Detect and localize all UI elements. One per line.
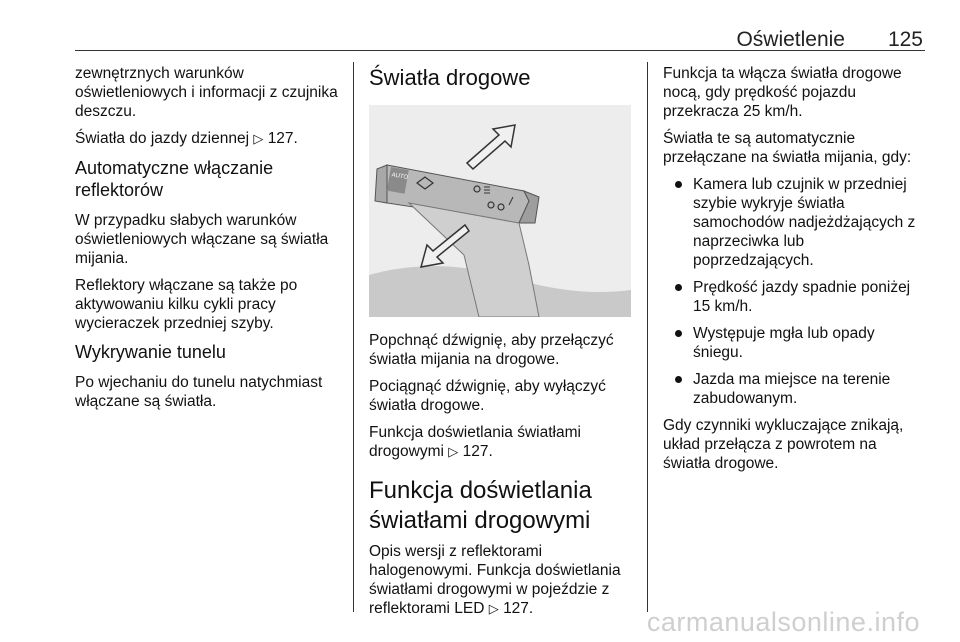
- column-3: [663, 64, 925, 481]
- drl-page-link[interactable]: 127.: [267, 130, 298, 147]
- page-ref-icon: ▷: [253, 132, 264, 147]
- switch-conditions-paragraph: Światła te są automatycznie przełączane na światła mijania, gdy:: [663, 130, 912, 166]
- drl-text: Światła do jazdy dziennej: [75, 130, 250, 147]
- push-lever-paragraph: Popchnąć dźwignię, aby przełączyć światła mijania na drogowe.: [369, 332, 614, 368]
- watermark: carmanualsonline.info: [646, 607, 920, 637]
- page-ref-icon: ▷: [488, 602, 499, 617]
- list-item: Jazda ma miejsce na terenie zabudowanym.: [663, 370, 925, 408]
- auto-headlights-heading: Automatyczne włączanie reflektorów: [75, 158, 274, 200]
- high-beam-heading: Światła drogowe: [369, 65, 531, 90]
- auto-paragraph-2: Reflektory włączane są także po aktywowaniu kilku cykli pracy wycieraczek przedniej szyby.: [75, 277, 298, 332]
- halogen-text: Opis wersji z reflektorami halogenowymi. Funkcja doświetlania światłami drogowymi w pojeździe z reflektorami LED: [369, 543, 621, 617]
- flash-page-link[interactable]: 127.: [462, 443, 493, 460]
- flash-reference-paragraph: [369, 423, 633, 462]
- tunnel-paragraph: Po wjechaniu do tunelu natychmiast włączane są światła.: [75, 374, 323, 410]
- list-item: Kamera lub czujnik w przedniej szybie wykryje światła samochodów nadjeżdżających z naprzeciwka lub poprzedzających.: [663, 175, 925, 270]
- conditions-list: [663, 175, 925, 408]
- page-ref-icon: ▷: [448, 445, 459, 460]
- lever-drawing-icon: [369, 105, 631, 317]
- intro-paragraph: zewnętrznych warunków oświetleniowych i informacji z czujnika deszczu.: [75, 65, 338, 120]
- list-item: Występuje mgła lub opady śniegu.: [663, 324, 925, 362]
- function-paragraph: Funkcja ta włącza światła drogowe nocą, gdy prędkość pojazdu przekracza 25 km/h.: [663, 65, 902, 120]
- restore-paragraph: Gdy czynniki wykluczające znikają, układ przełącza z powrotem na światła drogowe.: [663, 417, 904, 472]
- led-page-link[interactable]: 127.: [503, 600, 534, 617]
- column-1: [75, 64, 347, 419]
- svg-text:AUTO: AUTO: [391, 172, 409, 182]
- list-item: Prędkość jazdy spadnie poniżej 15 km/h.: [663, 278, 925, 316]
- page-number: 125: [887, 28, 923, 51]
- column-divider-1: [353, 62, 354, 612]
- flash-text: Funkcja doświetlania światłami drogowymi: [369, 424, 581, 460]
- header-rule: [75, 50, 925, 51]
- section-title: Oświetlenie: [736, 28, 845, 51]
- flash-section-heading: Funkcja doświetlania światłami drogowymi: [369, 477, 592, 534]
- pull-lever-paragraph: Pociągnąć dźwignię, aby wyłączyć światła drogowe.: [369, 378, 606, 414]
- drl-reference-paragraph: [75, 129, 347, 149]
- halogen-paragraph: [369, 542, 633, 619]
- column-divider-2: [647, 62, 648, 612]
- column-2: [369, 64, 633, 627]
- tunnel-heading: Wykrywanie tunelu: [75, 342, 226, 362]
- auto-paragraph-1: W przypadku słabych warunków oświetleniowych włączane są światła mijania.: [75, 212, 329, 267]
- page-header: [75, 22, 925, 50]
- headlight-lever-illustration: [369, 105, 631, 317]
